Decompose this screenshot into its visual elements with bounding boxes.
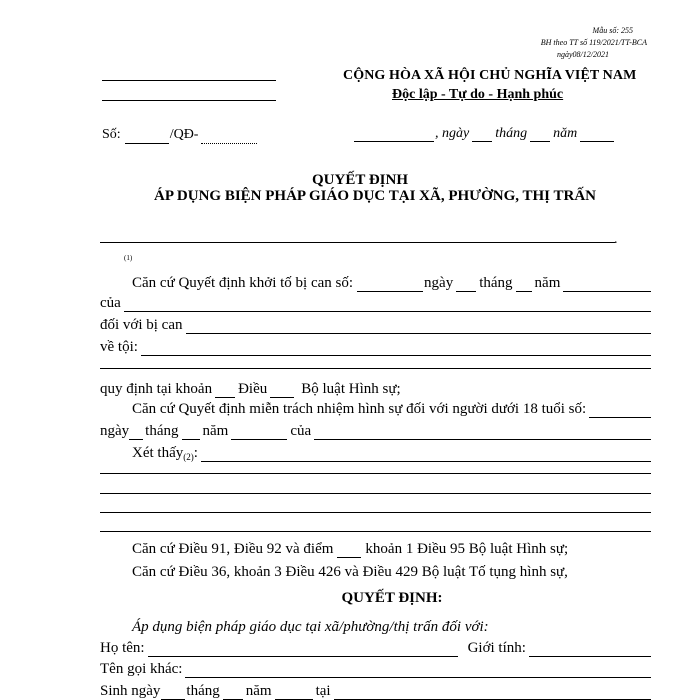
- sinh-year-blank: [275, 685, 313, 700]
- form-code-line1: Mẫu số: 255: [592, 26, 633, 35]
- issuer-line-dot: .: [614, 232, 618, 247]
- kt-thang-label: tháng: [479, 275, 513, 291]
- agency-line-2: [102, 100, 276, 101]
- mien-so-blank: [589, 403, 651, 418]
- issuer-line: [100, 242, 615, 243]
- kt-day-blank: [456, 277, 476, 292]
- form-code: [470, 25, 675, 61]
- mien-year-blank: [231, 425, 287, 440]
- agency-line-1: [102, 80, 276, 81]
- xet-thay-colon: :: [193, 445, 198, 461]
- diem-blank: [337, 543, 361, 558]
- sinh-tai-label: tại: [315, 683, 331, 699]
- ngay-label: , ngày: [435, 126, 470, 141]
- cua-blank: [124, 297, 651, 312]
- xet-thay-line-3: [100, 512, 651, 513]
- mien-thang-label: tháng: [145, 423, 179, 439]
- nam-label: năm: [553, 126, 578, 141]
- bo-luat-label: Bộ luật Hình sự;: [301, 381, 401, 397]
- can-cu-blttsh-label: Căn cứ Điều 36, khoản 3 Điều 426 và Điều 429 Bộ luật Tố tụng hình sự,: [132, 564, 568, 580]
- mien-date-row: [100, 420, 651, 440]
- kt-year-blank: [563, 277, 651, 292]
- ten-goi-khac-row: [100, 658, 651, 678]
- ho-ten-blank: [148, 642, 458, 657]
- kt-ngay-label: ngày: [424, 275, 454, 291]
- nation-header: CỘNG HÒA XÃ HỘI CHỦ NGHĨA VIỆT NAM: [343, 68, 637, 83]
- can-cu-blttsh-row: [100, 561, 651, 581]
- place-blank: [354, 127, 434, 142]
- year-blank: [580, 127, 614, 142]
- sinh-ngay-label: Sinh ngày: [100, 683, 161, 699]
- kt-month-blank: [516, 277, 532, 292]
- sinh-nam-label: năm: [245, 683, 272, 699]
- ve-toi-row: [100, 336, 651, 356]
- can-cu-blhs-row: [100, 538, 651, 558]
- month-blank: [530, 127, 550, 142]
- gioi-tinh-blank: [529, 642, 651, 657]
- xet-thay-label: Xét thấy: [132, 445, 184, 461]
- apply-row: [100, 616, 651, 636]
- ten-goi-khac-label: Tên gọi khác:: [100, 661, 183, 677]
- ve-toi-blank: [141, 341, 651, 356]
- can-cu-khoi-to-row: [100, 272, 651, 292]
- quy-dinh-row: [100, 378, 651, 398]
- xet-thay-row: [100, 442, 651, 462]
- xet-thay-line-4: [100, 531, 651, 532]
- xet-thay-line-1: [100, 473, 651, 474]
- qd-blank: [201, 131, 257, 144]
- number-line: [102, 126, 257, 144]
- can-cu-mien-row: [100, 398, 651, 418]
- can-cu-khoi-to-label: Căn cứ Quyết định khởi tố bị can số:: [132, 275, 354, 291]
- date-line: [354, 126, 617, 142]
- cua-label: của: [100, 295, 121, 311]
- doc-title: QUYẾT ĐỊNH: [312, 172, 408, 188]
- kt-nam-label: năm: [534, 275, 561, 291]
- decision-heading: QUYẾT ĐỊNH:: [341, 590, 443, 606]
- mien-cua-blank: [314, 425, 651, 440]
- sinh-month-blank: [223, 685, 243, 700]
- can-cu-blhs-label-2: khoản 1 Điều 95 Bộ luật Hình sự;: [365, 541, 569, 557]
- sinh-thang-label: tháng: [186, 683, 220, 699]
- apply-label: Áp dụng biện pháp giáo dục tại xã/phường/thị trấn đối với:: [132, 619, 489, 635]
- qd-label: /QĐ-: [169, 127, 199, 142]
- mien-nam-label: năm: [202, 423, 229, 439]
- khoan-blank: [215, 383, 235, 398]
- dieu-blank: [270, 383, 294, 398]
- ve-toi-extra-line: [100, 368, 651, 369]
- mien-month-blank: [182, 425, 200, 440]
- bi-can-row: [100, 314, 651, 334]
- so-blank: [125, 129, 169, 144]
- mien-cua-label: của: [290, 423, 312, 439]
- form-code-line3: ngày08/12/2021: [557, 50, 609, 59]
- ho-ten-label: Họ tên:: [100, 640, 145, 656]
- gioi-tinh-label: Giới tính:: [467, 640, 526, 656]
- ten-goi-khac-blank: [185, 663, 651, 678]
- ve-toi-label: về tội:: [100, 339, 138, 355]
- cua-row: [100, 292, 651, 312]
- bi-can-blank: [186, 319, 652, 334]
- dieu-label: Điều: [238, 381, 268, 397]
- khoi-to-so-blank: [357, 277, 423, 292]
- sinh-tai-blank: [334, 685, 651, 700]
- footnote-1: (1): [124, 254, 133, 262]
- quy-dinh-label: quy định tại khoản: [100, 381, 213, 397]
- thang-label: tháng: [495, 126, 528, 141]
- footnote-2: (2): [183, 452, 194, 462]
- can-cu-blhs-label: Căn cứ Điều 91, Điều 92 và điểm: [132, 541, 334, 557]
- sinh-day-blank: [161, 685, 185, 700]
- ho-ten-row: [100, 637, 651, 657]
- can-cu-mien-label: Căn cứ Quyết định miễn trách nhiệm hình sự đối với người dưới 18 tuổi số:: [132, 401, 587, 417]
- day-blank: [472, 127, 492, 142]
- mien-ngay-label: ngày: [100, 423, 130, 439]
- so-label: Số:: [102, 127, 121, 142]
- xet-thay-blank: [201, 447, 651, 462]
- mien-day-blank: [129, 425, 143, 440]
- bi-can-label: đối với bị can: [100, 317, 183, 333]
- doc-subtitle: ÁP DỤNG BIỆN PHÁP GIÁO DỤC TẠI XÃ, PHƯỜNG, THỊ TRẤN: [154, 188, 596, 204]
- form-code-line2: BH theo TT số 119/2021/TT-BCA: [540, 38, 647, 47]
- motto: Độc lập - Tự do - Hạnh phúc: [392, 87, 564, 102]
- xet-thay-line-2: [100, 493, 651, 494]
- sinh-ngay-row: [100, 680, 651, 700]
